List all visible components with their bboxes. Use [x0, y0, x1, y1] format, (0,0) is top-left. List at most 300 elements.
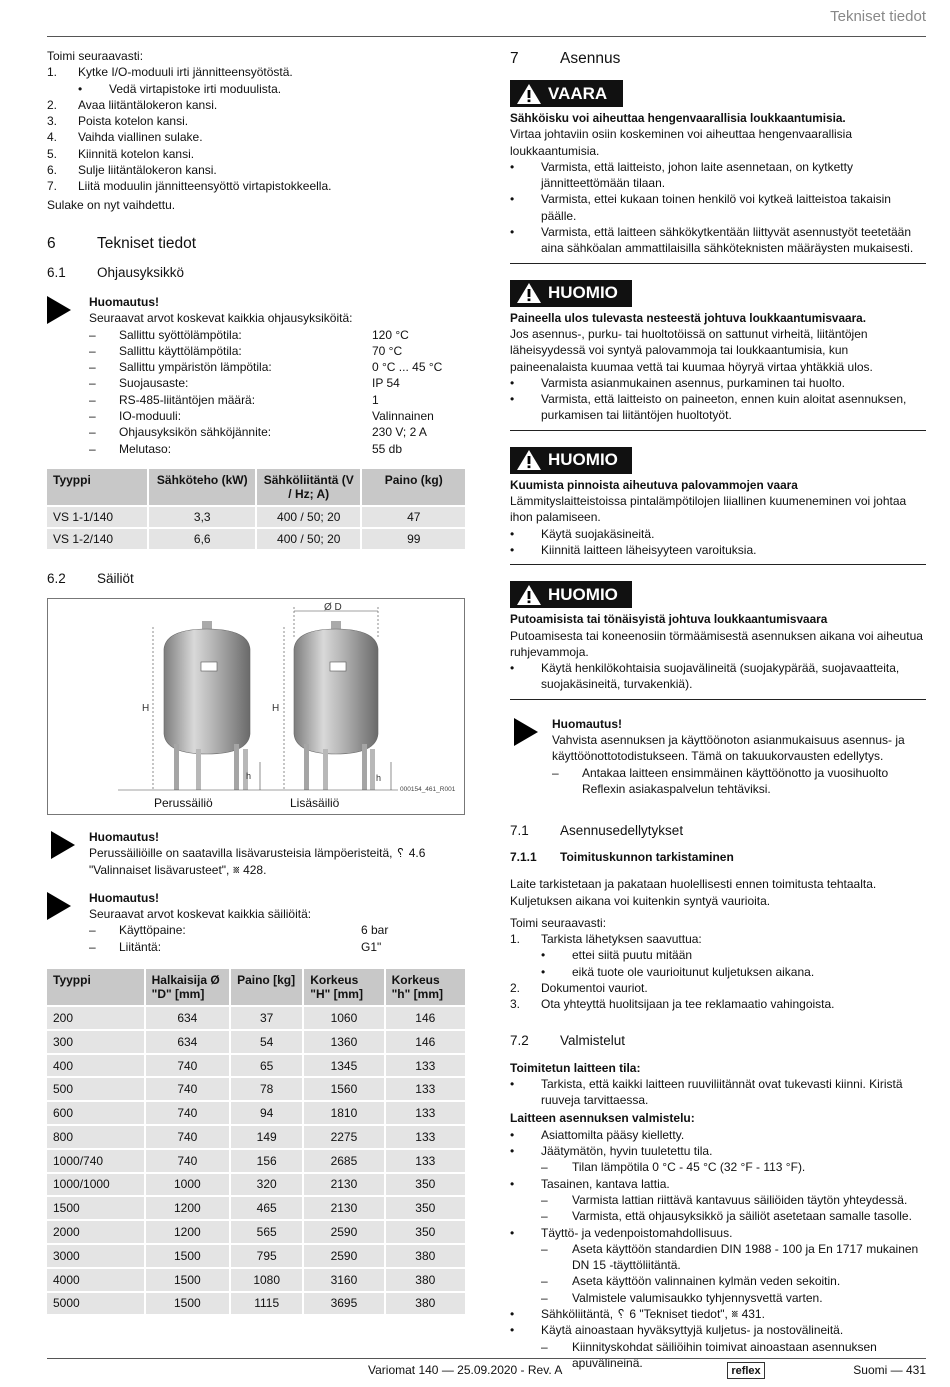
warning-triangle-icon: [516, 449, 542, 471]
table-header-cell: Tyyppi: [47, 469, 147, 505]
table-cell: 3160: [304, 1269, 383, 1291]
header-rule: [47, 36, 926, 37]
table-cell: 350: [386, 1221, 465, 1243]
vessel-table: [45, 967, 467, 1316]
list-item-text: Käytä ainoastaan hyväksyttyjä kuljetus- ja nostovälineitä.: [541, 1323, 844, 1338]
intro-text: Toimi seuraavasti:: [510, 915, 607, 930]
warning-title: Sähköisku voi aiheuttaa hengenvaarallisia loukkaantumisia.: [510, 111, 846, 125]
bullet-list: [510, 1127, 926, 1371]
section-7-1-1-heading: [510, 850, 926, 864]
list-marker: 3.: [510, 997, 521, 1012]
table-cell: 1000/740: [47, 1150, 144, 1172]
list-item-text: Tilan lämpötila 0 °C - 45 °C (32 °F - 113 °F).: [572, 1160, 806, 1175]
warning-title: Putoamisista tai tönäisyistä johtuva loukkaantumisvaara: [510, 612, 828, 627]
list-marker: –: [89, 360, 96, 375]
list-marker: 2.: [47, 97, 58, 112]
footer-page: Suomi — 431: [853, 1363, 926, 1377]
table-row: [47, 1078, 465, 1100]
vessel-figure: [47, 598, 465, 815]
list-item: [510, 1241, 926, 1274]
list-item: [510, 1159, 926, 1175]
table-cell: VS 1-1/140: [47, 507, 147, 527]
note-title: Huomautus!: [552, 716, 622, 731]
list-marker: •: [510, 192, 515, 207]
table-cell: 146: [386, 1007, 465, 1029]
vessel-table-wrap: [45, 967, 467, 1316]
table-cell: 380: [386, 1269, 465, 1291]
table-cell: 149: [231, 1126, 302, 1148]
list-item-text: Aseta käyttöön valinnainen kylmän veden sekoitin.: [572, 1274, 841, 1289]
list-item-text: Varmista, että ohjausyksikkö ja säiliöt asetetaan samalle tasolle.: [572, 1209, 912, 1224]
table-cell: 400: [47, 1055, 144, 1077]
warning-label: [510, 447, 632, 474]
warning-triangle-icon: [516, 282, 542, 304]
list-marker: •: [510, 1076, 515, 1091]
list-marker: •: [510, 1127, 515, 1142]
table-row: [47, 1031, 465, 1053]
list-item-text: Kiinnitä kotelon kansi.: [78, 146, 195, 161]
table-cell: 94: [231, 1102, 302, 1124]
warning-block: [510, 581, 926, 699]
section-number: 6.1: [47, 264, 66, 280]
warning-block: [510, 80, 926, 264]
list-item-text: Tarkista lähetyksen saavuttua:: [541, 932, 702, 947]
warning-text: Putoamisesta tai koneenosiin törmäämisestä asennuksen aikana voi aiheutua ruhjevammoja.: [510, 628, 923, 659]
warning-block: [510, 280, 926, 431]
list-marker: •: [510, 1144, 515, 1159]
table-header-cell: Halkaisija Ø "D" [mm]: [146, 969, 229, 1005]
table-cell: 2590: [304, 1221, 383, 1243]
table-row: [47, 1102, 465, 1124]
section-7-heading: [510, 50, 926, 68]
table-cell: 380: [386, 1293, 465, 1315]
warning-item: [510, 159, 926, 192]
section-title: Tekniset tiedot: [97, 234, 197, 252]
figure-code: 000154_461_R001: [400, 785, 456, 793]
note-item-text: Antakaa laitteen ensimmäinen käyttöönotto ja vuosihuolto Reflexin asiakaspalvelun tehtäviksi.: [582, 765, 889, 796]
table-header-cell: Korkeus "H" [mm]: [304, 969, 383, 1005]
table-cell: 133: [386, 1150, 465, 1172]
list-marker: –: [541, 1209, 548, 1224]
note-text: "Valinnaiset lisävarusteet", ␧ 428.: [89, 862, 267, 877]
list-marker: –: [541, 1192, 548, 1207]
warning-item: [510, 391, 926, 424]
list-marker: –: [89, 441, 96, 456]
table-cell: 65: [231, 1055, 302, 1077]
warning-label: [510, 581, 632, 608]
table-cell: 1000: [146, 1174, 229, 1196]
spec-label: Suojausaste:: [119, 376, 189, 391]
spec-row: [89, 327, 442, 343]
table-cell: 2590: [304, 1245, 383, 1267]
table-header-cell: Sähköteho (kW): [149, 469, 255, 505]
left-column: [47, 48, 465, 1316]
list-marker: –: [541, 1290, 548, 1305]
spec-value: 70 °C: [372, 343, 403, 358]
list-item-text: Täyttö- ja vedenpoistomahdollisuus.: [541, 1225, 733, 1240]
table-row: [47, 1221, 465, 1243]
caption-extra-vessel: Lisäsäiliö: [290, 795, 340, 810]
warning-label: [510, 280, 632, 307]
list-item-text: Ota yhteyttä huolitsijaan ja tee reklamaatio vahingoista.: [541, 997, 835, 1012]
table-cell: 350: [386, 1174, 465, 1196]
list-item-text: Vaihda viallinen sulake.: [78, 130, 203, 145]
list-item: [510, 1143, 926, 1159]
list-marker: •: [78, 81, 83, 96]
warning-block: [510, 447, 926, 565]
table-cell: 1560: [304, 1078, 383, 1100]
list-item-text: Asiattomilta pääsy kielletty.: [541, 1127, 685, 1142]
table-cell: 2685: [304, 1150, 383, 1172]
warning-label-text: HUOMIO: [548, 283, 618, 303]
diameter-label: Ø D: [324, 601, 342, 613]
table-cell: 300: [47, 1031, 144, 1053]
spec-row: [89, 922, 388, 938]
list-marker: •: [510, 1307, 515, 1322]
table-cell: 78: [231, 1078, 302, 1100]
list-item: [47, 97, 465, 113]
table-cell: 1345: [304, 1055, 383, 1077]
list-marker: –: [541, 1160, 548, 1175]
section-title: Säiliöt: [97, 570, 134, 586]
table-header-cell: Tyyppi: [47, 969, 144, 1005]
intro-text: Toimi seuraavasti:: [47, 49, 144, 63]
spec-value: G1": [361, 939, 382, 954]
list-marker: •: [510, 542, 515, 557]
list-marker: •: [510, 1176, 515, 1191]
list-marker: 5.: [47, 146, 58, 161]
list-item: [510, 980, 926, 996]
list-item: [510, 1208, 926, 1224]
table-cell: 795: [231, 1245, 302, 1267]
list-item: [510, 996, 926, 1012]
spec-label: Melutaso:: [119, 441, 172, 456]
warning-item-text: Varmista, ettei kukaan toinen henkilö voi kytkeä laitteistoa takaisin päälle.: [541, 192, 891, 223]
warning-item-text: Käytä suojakäsineitä.: [541, 526, 655, 541]
table-cell: 4000: [47, 1269, 144, 1291]
list-item-text: Poista kotelon kansi.: [78, 114, 189, 129]
spec-row: [89, 424, 442, 440]
table-cell: 400 / 50; 20: [257, 529, 361, 549]
list-item-text: Tarkista, että kaikki laitteen ruuviliitännät ovat tukevasti kiinni. Kiristä ruuveja tarvittaessa.: [541, 1076, 903, 1108]
list-item-text: Kytke I/O-moduuli irti jännitteensyötöstä.: [78, 65, 293, 80]
spec-label: Sallittu käyttölämpötila:: [119, 343, 242, 358]
table-cell: 350: [386, 1197, 465, 1219]
list-item-text: Sulje liitäntälokeron kansi.: [78, 163, 217, 178]
warning-title: Kuumista pinnoista aiheutuva palovammojen vaara: [510, 477, 798, 492]
warning-triangle-icon: [516, 83, 542, 105]
vessel-drawing: [48, 599, 464, 814]
table-cell: 1810: [304, 1102, 383, 1124]
list-item: [510, 1076, 926, 1109]
list-item: [510, 1306, 926, 1322]
table-cell: 156: [231, 1150, 302, 1172]
table-cell: 37: [231, 1007, 302, 1029]
list-item: [510, 931, 926, 947]
list-marker: •: [510, 1225, 515, 1240]
list-marker: •: [510, 159, 515, 174]
list-item-text: eikä tuote ole vaurioitunut kuljetuksen aikana.: [572, 964, 815, 979]
table-cell: 6,6: [149, 529, 255, 549]
table-cell: 634: [146, 1031, 229, 1053]
list-item-text: Avaa liitäntälokeron kansi.: [78, 97, 218, 112]
warning-item: [510, 526, 926, 542]
table-cell: 800: [47, 1126, 144, 1148]
warning-item-text: Varmista asianmukainen asennus, purkaminen tai huolto.: [541, 375, 845, 390]
list-marker: –: [89, 923, 96, 938]
list-marker: –: [89, 376, 96, 391]
spec-row: [89, 375, 442, 391]
note-insulation: [47, 829, 465, 878]
list-item: [510, 1225, 926, 1241]
table-cell: 740: [146, 1078, 229, 1100]
list-marker: 1.: [510, 932, 521, 947]
warning-text: Lämmityslaitteistoissa pintalämpötilojen liiallinen kuumeneminen voi johtaa ihon palamiseen.: [510, 494, 907, 525]
warning-text: Virtaa johtaviin osiin koskeminen voi aiheuttaa hengenvaarallisia loukkaantumisia.: [510, 127, 852, 158]
list-item-text: Jäätymätön, hyvin tuuletettu tila.: [541, 1144, 713, 1159]
list-item: [510, 1273, 926, 1289]
spec-value: Valinnainen: [372, 409, 434, 424]
table-cell: 133: [386, 1126, 465, 1148]
table-row: [47, 1245, 465, 1267]
table-cell: 634: [146, 1007, 229, 1029]
step-list: [47, 64, 465, 194]
note-control-unit: [47, 294, 465, 457]
spec-label: Liitäntä:: [119, 939, 162, 954]
spec-label: Sallittu ympäristön lämpötila:: [119, 360, 272, 375]
table-cell: 400 / 50; 20: [257, 507, 361, 527]
play-arrow-icon: [47, 829, 89, 878]
list-marker: –: [89, 343, 96, 358]
table-cell: 200: [47, 1007, 144, 1029]
note-text: Seuraavat arvot koskevat kaikkia ohjausyksiköitä:: [89, 311, 353, 326]
table-cell: 1000/1000: [47, 1174, 144, 1196]
warning-item: [510, 660, 926, 693]
section-number: 6.2: [47, 570, 66, 586]
list-marker: –: [89, 327, 96, 342]
section-number: 7: [510, 50, 519, 67]
list-marker: –: [541, 1241, 548, 1256]
section-title: Valmistelut: [560, 1032, 626, 1048]
spec-label: Sallittu syöttölämpötila:: [119, 327, 242, 342]
note-title: Huomautus!: [89, 294, 159, 309]
table-header-cell: Paino [kg]: [231, 969, 302, 1005]
spec-row: [89, 343, 442, 359]
bullet-list: [510, 1076, 926, 1109]
table-cell: 5000: [47, 1293, 144, 1315]
warning-item-text: Kiinnitä laitteen läheisyyteen varoituksia.: [541, 542, 757, 557]
spec-list: [89, 922, 388, 955]
height-label: H: [272, 702, 280, 714]
spec-value: 6 bar: [361, 923, 389, 938]
section-number: 7.1: [510, 823, 529, 839]
table-row: [47, 1150, 465, 1172]
warning-label-text: HUOMIO: [548, 584, 618, 604]
spec-value: 55 db: [372, 441, 403, 456]
table-cell: 1500: [146, 1245, 229, 1267]
paragraph-delivery: Laite tarkistetaan ja pakataan huolellisesti ennen toimitusta tehtaalta. Kuljetuksen aikana voi kuitenkin syntyä vaurioita.: [510, 877, 877, 908]
table-row: [47, 1126, 465, 1148]
note-text: Seuraavat arvot koskevat kaikkia säiliöitä:: [89, 907, 312, 922]
list-item-text: Kiinnityskohdat säiliöihin toimivat ainoastaan asennuksen apuvälineinä.: [572, 1339, 877, 1370]
table-cell: 2000: [47, 1221, 144, 1243]
spec-row: [89, 359, 442, 375]
list-item: [47, 129, 465, 145]
spec-row: [89, 392, 442, 408]
warning-label-text: HUOMIO: [548, 450, 618, 470]
section-6-1-heading: [47, 265, 465, 280]
list-item-text: Liitä moduulin jännitteensyöttö virtapistokkeella.: [78, 179, 332, 194]
warning-item: [510, 375, 926, 391]
list-item-text: Valmistele valumisaukko tyhjennysvettä varten.: [572, 1290, 823, 1305]
list-item-text: Varmista lattian riittävä kantavuus säiliöiden täytön yhteydessä.: [572, 1192, 908, 1207]
table-row: [47, 1174, 465, 1196]
list-marker: –: [541, 1274, 548, 1289]
table-cell: 1500: [47, 1197, 144, 1219]
spec-label: Käyttöpaine:: [119, 923, 186, 938]
warning-label-text: VAARA: [548, 83, 608, 103]
spec-row: [89, 939, 388, 955]
list-marker: •: [510, 661, 515, 676]
table-cell: 465: [231, 1197, 302, 1219]
table-row: [47, 1055, 465, 1077]
list-item-text: Vedä virtapistoke irti moduulista.: [109, 81, 282, 96]
spec-value: 0 °C ... 45 °C: [372, 360, 443, 375]
warnings: [510, 80, 926, 700]
control-unit-table-wrap: [45, 467, 467, 551]
table-header-cell: Korkeus "h" [mm]: [386, 969, 465, 1005]
warning-label: [510, 80, 623, 107]
spec-label: RS-485-liitäntöjen määrä:: [119, 392, 256, 407]
footer-rule: [47, 1358, 926, 1359]
section-number: 6: [47, 234, 56, 252]
list-marker: •: [510, 526, 515, 541]
subheading-delivered: Toimitetun laitteen tila:: [510, 1060, 641, 1075]
list-item: [47, 178, 465, 194]
table-cell: 2130: [304, 1174, 383, 1196]
list-item: [47, 146, 465, 162]
table-cell: 133: [386, 1055, 465, 1077]
warning-item-text: Käytä henkilökohtaisia suojavälineitä (suojakypärää, suojavaatteita, suojakäsineitä, turvakenkiä).: [541, 661, 900, 692]
section-6-heading: [47, 235, 465, 253]
list-item: [510, 947, 926, 963]
table-cell: 320: [231, 1174, 302, 1196]
list-marker: –: [89, 392, 96, 407]
spec-value: 230 V; 2 A: [372, 425, 427, 440]
warning-title: Paineella ulos tulevasta nesteestä johtuva loukkaantumisvaara.: [510, 310, 867, 325]
table-row: [47, 1007, 465, 1029]
table-cell: 54: [231, 1031, 302, 1053]
play-arrow-icon: [47, 294, 89, 457]
list-item: [47, 162, 465, 178]
play-arrow-icon: [47, 890, 89, 955]
warning-item-text: Varmista, että laitteisto on paineeton, ennen kuin aloitat asennuksen, purkamisen tai liitäntöjen huoltotyöt.: [541, 392, 907, 423]
spec-value: IP 54: [372, 376, 400, 391]
section-title: Toimituskunnon tarkistaminen: [560, 850, 734, 865]
warning-item-text: Varmista, että laitteisto, johon laite asennetaan, on kytketty jännitteettömään tilaan.: [541, 159, 853, 191]
section-7-2-heading: [510, 1033, 926, 1048]
section-title: Asennusedellytykset: [560, 823, 684, 839]
table-row: [47, 529, 465, 549]
done-text: Sulake on nyt vaihdettu.: [47, 197, 176, 212]
list-marker: •: [541, 948, 546, 963]
list-marker: •: [510, 1323, 515, 1338]
table-cell: 1115: [231, 1293, 302, 1315]
list-item: [47, 64, 465, 80]
table-cell: 1060: [304, 1007, 383, 1029]
small-height-label: h: [246, 770, 252, 781]
note-text: Perussäiliöille on saatavilla lisävarusteisia lämpöeristeitä, ␦ 4.6: [89, 846, 426, 861]
warning-item: [510, 542, 926, 558]
table-header-cell: Sähköliitäntä (V / Hz; A): [257, 469, 361, 505]
note-text: Vahvista asennuksen ja käyttöönoton asianmukaisuus asennus- ja käyttöönottotodistukseen. Tämä on takuukorvausten edellytys.: [552, 733, 905, 764]
list-marker: •: [510, 375, 515, 390]
subheading-preparation: Laitteen asennuksen valmistelu:: [510, 1111, 695, 1126]
list-marker: 1.: [47, 65, 58, 80]
list-item-text: ettei siitä puutu mitään: [572, 948, 693, 963]
warning-triangle-icon: [516, 584, 542, 606]
reflex-logo: reflex: [727, 1362, 765, 1379]
table-cell: 1500: [146, 1293, 229, 1315]
note-commissioning: [510, 716, 926, 797]
note-title: Huomautus!: [89, 829, 159, 844]
section-title: Ohjausyksikkö: [97, 264, 185, 280]
list-item-text: Sähköliitäntä, ␦ 6 "Tekniset tiedot", ␧ 431.: [541, 1307, 765, 1322]
play-arrow-icon: [510, 716, 552, 797]
table-cell: 1200: [146, 1197, 229, 1219]
spec-row: [89, 441, 442, 457]
small-height-label: h: [376, 772, 382, 783]
footer-doc-info: Variomat 140 — 25.09.2020 - Rev. A: [368, 1363, 563, 1377]
warning-item: [510, 191, 926, 224]
table-cell: 740: [146, 1055, 229, 1077]
list-marker: –: [89, 939, 96, 954]
table-cell: 133: [386, 1078, 465, 1100]
list-marker: •: [510, 392, 515, 407]
list-marker: 7.: [47, 179, 58, 194]
list-item-text: Dokumentoi vauriot.: [541, 980, 648, 995]
list-item: [47, 81, 465, 97]
list-item: [510, 1127, 926, 1143]
table-cell: 600: [47, 1102, 144, 1124]
list-marker: •: [510, 225, 515, 240]
section-number: 7.1.1: [510, 850, 537, 865]
table-cell: 146: [386, 1031, 465, 1053]
table-row: [47, 1269, 465, 1291]
list-marker: 3.: [47, 114, 58, 129]
table-row: [47, 507, 465, 527]
table-row: [47, 1197, 465, 1219]
section-6-2-heading: [47, 571, 465, 586]
list-marker: –: [541, 1339, 548, 1354]
table-row: [47, 1293, 465, 1315]
list-item: [510, 1322, 926, 1338]
list-marker: 2.: [510, 980, 521, 995]
table-header-cell: Paino (kg): [362, 469, 465, 505]
note-item: – Antakaa laitteen ensimmäinen käyttöönotto ja vuosihuolto Reflexin asiakaspalvelun tehtäviksi.: [552, 765, 926, 798]
warning-item-text: Varmista, että laitteen sähkökytkentään liittyvät asennustyöt teetetään aina sähköalan ammattilaisilla sähköteknisten määräysten mukaisesti.: [541, 225, 914, 256]
note-title: Huomautus!: [89, 890, 159, 905]
table-cell: 740: [146, 1102, 229, 1124]
table-cell: 2130: [304, 1197, 383, 1219]
table-cell: 1200: [146, 1221, 229, 1243]
step-list: [510, 931, 926, 1012]
list-item: [510, 1290, 926, 1306]
table-cell: 1080: [231, 1269, 302, 1291]
control-unit-table: [45, 467, 467, 551]
list-marker: –: [89, 425, 96, 440]
section-number: 7.2: [510, 1032, 529, 1048]
